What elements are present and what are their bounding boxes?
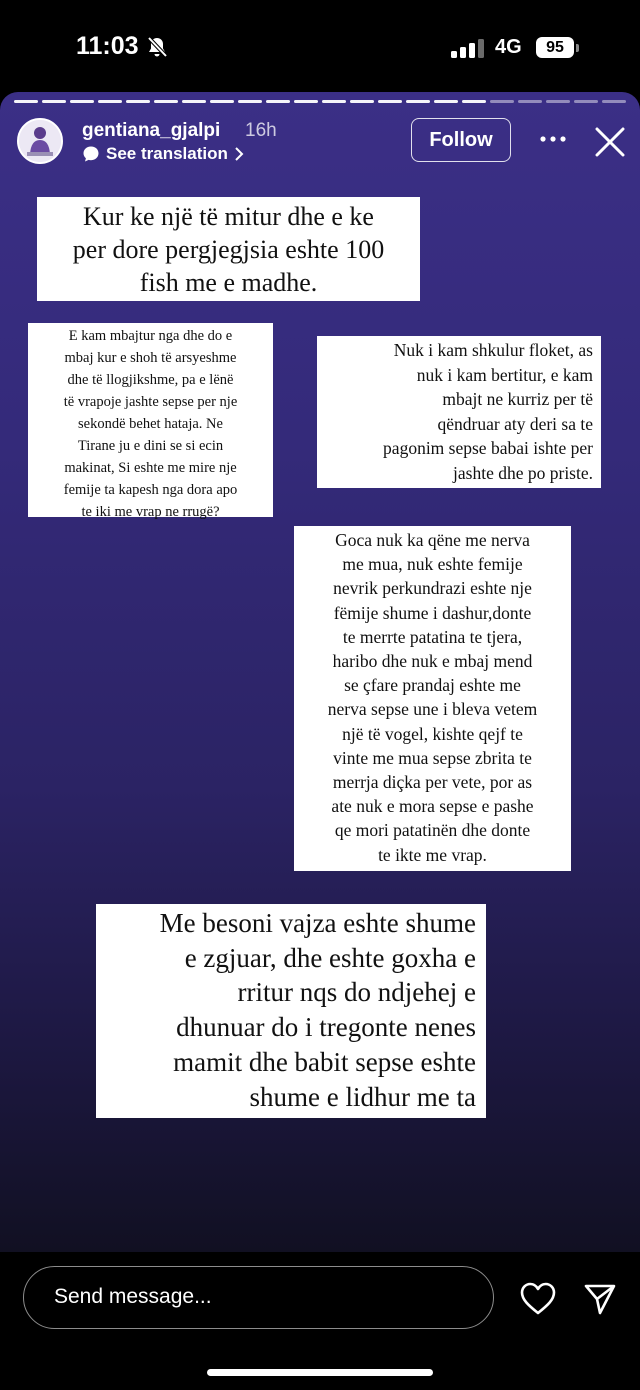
progress-segment bbox=[238, 100, 262, 103]
card-line: fëmije shume i dashur,donte bbox=[333, 602, 532, 623]
follow-button[interactable]: Follow bbox=[411, 118, 511, 162]
see-translation-link[interactable] bbox=[82, 144, 244, 164]
card-line: per dore pergjegjsia eshte 100 bbox=[72, 235, 385, 264]
close-icon[interactable] bbox=[594, 126, 626, 158]
card-line: makinat, Si eshte me mire nje bbox=[64, 460, 237, 476]
progress-segment bbox=[518, 100, 542, 103]
card-line: rritur nqs do ndjehej e bbox=[237, 977, 476, 1008]
card-line: nevrik perkundrazi eshte nje bbox=[333, 578, 532, 599]
progress-segment bbox=[546, 100, 570, 103]
progress-segment bbox=[574, 100, 598, 103]
card-line: me mua, nuk eshte femije bbox=[342, 554, 523, 575]
progress-segment bbox=[70, 100, 94, 103]
progress-segment bbox=[210, 100, 234, 103]
card-line: mbaj kur e shoh të arsyeshme bbox=[64, 350, 237, 366]
card-line: të vrapoje jashte sepse per nje bbox=[63, 394, 238, 410]
story-text-card-1 bbox=[37, 197, 420, 301]
send-message-input[interactable]: Send message... bbox=[23, 1266, 494, 1329]
card-line: te iki me vrap ne rrugë? bbox=[81, 504, 220, 520]
username[interactable]: gentiana_gjalpi bbox=[82, 120, 221, 141]
progress-segment bbox=[98, 100, 122, 103]
card-line: mbajt ne kurriz per të bbox=[442, 389, 593, 409]
story-viewer[interactable] bbox=[0, 92, 640, 1252]
card-line: Me besoni vajza eshte shume bbox=[159, 908, 476, 938]
progress-segment bbox=[322, 100, 346, 103]
progress-segment bbox=[434, 100, 458, 103]
send-icon[interactable] bbox=[583, 1282, 617, 1316]
card-line: pagonim sepse babai ishte per bbox=[383, 438, 593, 458]
card-line: te ikte me vrap. bbox=[378, 844, 487, 865]
progress-segment bbox=[14, 100, 38, 103]
card-line: se çfare prandaj eshte me bbox=[344, 675, 521, 696]
card-line: merrja diçka per vete, por as bbox=[332, 772, 533, 793]
signal-bars-icon bbox=[451, 38, 485, 58]
card-line: E kam mbajtur nga dhe do e bbox=[68, 328, 233, 344]
card-line: vinte me mua sepse zbrita te bbox=[333, 747, 532, 768]
card-line: sekondë behet hataja. Ne bbox=[78, 416, 223, 432]
progress-segment bbox=[294, 100, 318, 103]
progress-segment bbox=[462, 100, 486, 103]
card-line: femije ta kapesh nga dora apo bbox=[63, 482, 238, 498]
card-line: qëndruar aty deri sa te bbox=[437, 413, 593, 434]
progress-segment bbox=[266, 100, 290, 103]
card-line: dhunuar do i tregonte nenes bbox=[176, 1012, 476, 1043]
story-text-card-4 bbox=[294, 526, 571, 871]
card-line: Goca nuk ka qëne me nerva bbox=[335, 530, 530, 550]
chevron-right-icon bbox=[234, 146, 244, 162]
progress-segment bbox=[378, 100, 402, 103]
bell-slash-icon bbox=[146, 36, 168, 58]
card-line: Tirane ju e dini se si ecin bbox=[77, 438, 224, 454]
more-dots-icon[interactable] bbox=[538, 124, 568, 154]
progress-segment bbox=[42, 100, 66, 103]
story-text-card-2 bbox=[28, 323, 273, 520]
story-footer bbox=[0, 1252, 640, 1390]
card-line: mamit dhe babit sepse eshte bbox=[173, 1046, 476, 1077]
story-text-card-5 bbox=[96, 904, 486, 1118]
card-line: një të vogel, kishte qejf te bbox=[342, 723, 523, 744]
story-progress-bar bbox=[14, 100, 626, 103]
progress-segment bbox=[126, 100, 150, 103]
progress-segment bbox=[154, 100, 178, 103]
card-line: nuk i kam bertitur, e kam bbox=[416, 364, 593, 385]
heart-icon[interactable] bbox=[520, 1282, 556, 1316]
avatar-image bbox=[19, 120, 61, 162]
avatar[interactable] bbox=[17, 118, 63, 164]
card-line: haribo dhe nuk e mbaj mend bbox=[332, 651, 533, 672]
card-line: e zgjuar, dhe eshte goxha e bbox=[184, 942, 476, 973]
card-line: dhe të llogjikshme, pa e lënë bbox=[67, 372, 234, 388]
progress-segment bbox=[350, 100, 374, 103]
home-indicator bbox=[207, 1369, 433, 1376]
card-line: Nuk i kam shkulur floket, as bbox=[393, 340, 593, 360]
card-line: fish me e madhe. bbox=[139, 268, 318, 297]
progress-segment bbox=[182, 100, 206, 103]
card-line: ate nuk e mora sepse e pashe bbox=[331, 796, 534, 817]
network-type: 4G bbox=[495, 36, 522, 58]
progress-segment bbox=[602, 100, 626, 103]
card-line: jashte dhe po priste. bbox=[453, 462, 593, 483]
status-bar bbox=[0, 0, 640, 92]
progress-segment bbox=[490, 100, 514, 103]
status-time: 11:03 bbox=[76, 32, 139, 60]
battery-tip bbox=[576, 44, 579, 52]
card-line: qe mori patatinën dhe donte bbox=[334, 820, 531, 841]
story-text-card-3 bbox=[317, 336, 601, 488]
speech-bubble-icon bbox=[82, 145, 100, 163]
card-line: shume e lidhur me ta bbox=[249, 1081, 476, 1112]
card-line: te merrte patatina te tjera, bbox=[342, 626, 523, 647]
card-line: nerva sepse une i bleva vetem bbox=[327, 699, 538, 720]
progress-segment bbox=[406, 100, 430, 103]
see-translation-label: See translation bbox=[106, 144, 228, 163]
battery-level: 95 bbox=[536, 37, 574, 58]
card-line: Kur ke një të mitur dhe e ke bbox=[83, 202, 374, 231]
story-time-ago: 16h bbox=[245, 120, 277, 141]
